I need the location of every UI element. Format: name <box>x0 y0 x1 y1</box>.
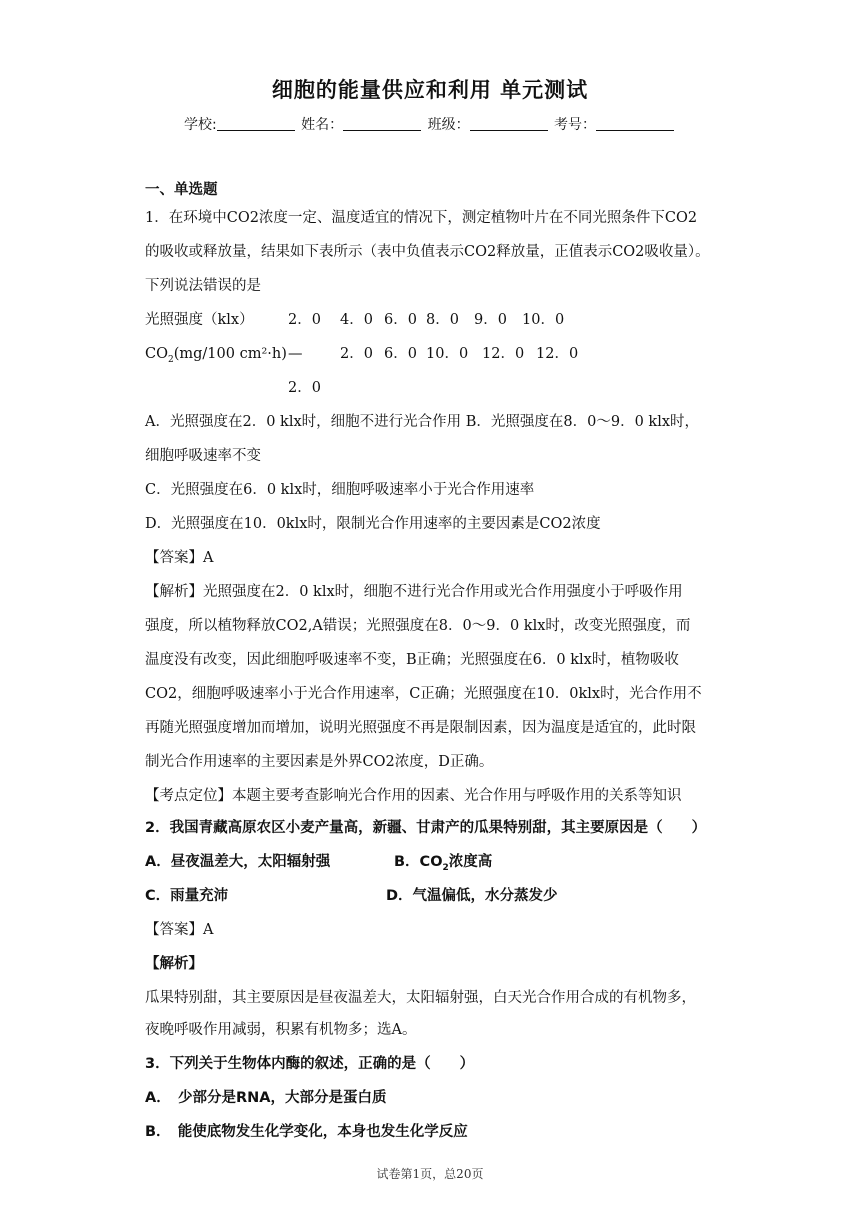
exam-no-label: 考号： <box>554 117 597 133</box>
q1-analysis-line: 温度没有改变，因此细胞呼吸速率不变，B正确；光照强度在6．0 klx时，植物吸收 <box>145 652 679 668</box>
q1-row2-label: $CO_2(mg/100$ cm²·h) <box>145 346 287 365</box>
q1-answer: 【答案】A <box>145 550 214 566</box>
q1-row1-cell: 2．0 <box>288 312 321 328</box>
page-title: 细胞的能量供应和利用 单元测试 <box>271 78 589 102</box>
name-label: 姓名： <box>301 117 344 133</box>
name-field[interactable] <box>343 116 421 131</box>
q1-row2-cell: 2．0 <box>340 346 373 362</box>
q1-analysis-line: CO2，细胞呼吸速率小于光合作用速率，C正确；光照强度在10．0klx时，光合作用不 <box>145 686 702 702</box>
q1-stem-line3: 下列说法错误的是 <box>145 278 261 294</box>
q1-analysis-line: 【解析】光照强度在2．0 klx时，细胞不进行光合作用或光合作用强度小于呼吸作用 <box>145 584 683 600</box>
q1-row1-cell: 4．0 <box>340 312 373 328</box>
q2-option-d[interactable]: D．气温偏低，水分蒸发少 <box>386 888 558 904</box>
q1-row1-cell: 6．0 <box>384 312 417 328</box>
q2-option-c[interactable]: C．雨量充沛 <box>145 888 229 904</box>
exam-no-field[interactable] <box>596 116 674 131</box>
q1-analysis-line: 制光合作用速率的主要因素是外界CO2浓度，D正确。 <box>145 754 494 770</box>
q2-option-b[interactable]: B．$CO_2$浓度高 <box>394 854 493 873</box>
q1-table-row1 <box>145 310 254 330</box>
q1-row2-cell: 10．0 <box>426 346 469 362</box>
q2-analysis-line: 夜晚呼吸作用减弱，积累有机物多；选A。 <box>145 1022 417 1038</box>
q1-option-d[interactable]: D．光照强度在10．0klx时，限制光合作用速率的主要因素是CO2浓度 <box>145 516 601 532</box>
q1-row2-cell: — <box>288 346 303 362</box>
q1-stem-line2: 的吸收或释放量，结果如下表所示（表中负值表示CO2释放量，正值表示CO2吸收量）。 <box>145 244 710 260</box>
q2-analysis-heading: 【解析】 <box>145 956 203 972</box>
q1-row1-cell: 9．0 <box>474 312 507 328</box>
school-label: 学校: <box>183 117 217 133</box>
q1-row1-cell: 8．0 <box>426 312 459 328</box>
q1-row2-cell: 2．0 <box>288 380 321 396</box>
class-field[interactable] <box>470 116 548 131</box>
q1-option-b-cont: 细胞呼吸速率不变 <box>145 448 261 464</box>
q3-option-a[interactable]: A． 少部分是RNA，大部分是蛋白质 <box>145 1090 387 1106</box>
page-footer: 试卷第1页，总20页 <box>376 1167 484 1181</box>
class-label: 班级： <box>427 117 470 133</box>
q1-option-c[interactable]: C．光照强度在6．0 klx时，细胞呼吸速率小于光合作用速率 <box>145 482 535 498</box>
q1-option-a-b[interactable]: A．光照强度在2．0 klx时，细胞不进行光合作用 B．光照强度在8．0～9．0 klx时， <box>145 414 700 430</box>
q2-option-a[interactable]: A．昼夜温差大，太阳辐射强 <box>145 854 331 870</box>
q1-row2-cell: 12．0 <box>482 346 525 362</box>
q1-analysis-line: 强度，所以植物释放CO2,A错误；光照强度在8．0～9．0 klx时，改变光照强度，而 <box>145 618 691 634</box>
q2-answer: 【答案】A <box>145 922 214 938</box>
q1-row1-cell: 10．0 <box>522 312 565 328</box>
q1-key-point: 【考点定位】本题主要考查影响光合作用的因素、光合作用与呼吸作用的关系等知识 <box>145 788 682 804</box>
q1-analysis-line: 再随光照强度增加而增加，说明光照强度不再是限制因素，因为温度是适宜的，此时限 <box>145 720 696 736</box>
q1-stem-line1: 1．在环境中CO2浓度一定、温度适宜的情况下，测定植物叶片在不同光照条件下CO2 <box>145 210 698 226</box>
school-field[interactable] <box>217 116 295 131</box>
q2-stem: 2．我国青藏高原农区小麦产量高，新疆、甘肃产的瓜果特别甜，其主要原因是（ ） <box>145 820 707 836</box>
q1-row1-label: 光照强度（klx） <box>145 312 254 328</box>
section-heading: 一、单选题 <box>145 182 218 198</box>
q1-row2-cell: 6．0 <box>384 346 417 362</box>
q1-row2-cell: 12．0 <box>536 346 579 362</box>
q2-analysis-line: 瓜果特别甜，其主要原因是昼夜温差大，太阳辐射强，白天光合作用合成的有机物多， <box>145 990 696 1006</box>
q3-option-b[interactable]: B． 能使底物发生化学变化，本身也发生化学反应 <box>145 1124 468 1140</box>
student-info-line <box>0 114 860 134</box>
q3-stem: 3．下列关于生物体内酶的叙述，正确的是（ ） <box>145 1056 475 1072</box>
